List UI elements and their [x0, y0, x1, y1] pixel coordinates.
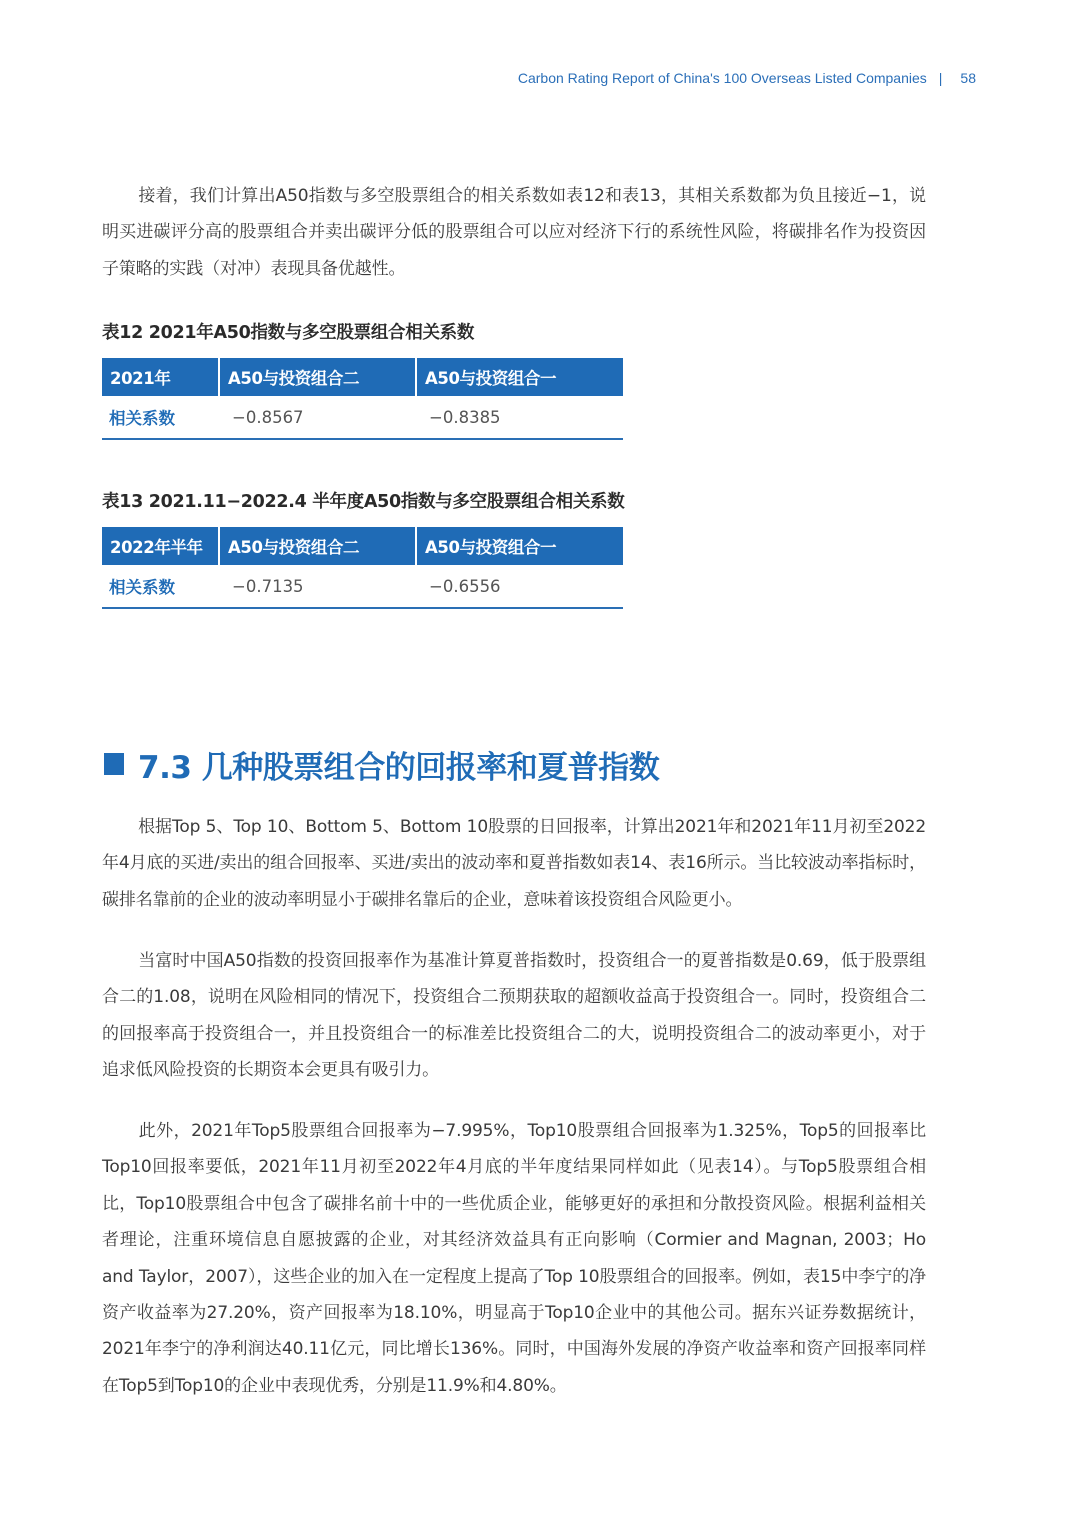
- intro-paragraph: [102, 178, 926, 287]
- table13: [102, 527, 623, 609]
- body-paragraph-text: 根据Top 5、Top 10、Bottom 5、Bottom 10股票的日回报率，计算出2021年和2021年11月初至2022年4月底的买进/卖出的组合回报率、买进/卖出的波动率和夏普指数如表14、表16所示。当比较波动率指标时，碳排名靠前的企业的波动率明显小于碳排名靠后的企业，意味着该投资组合风险更小。: [102, 817, 926, 910]
- page-number: 58: [960, 70, 976, 86]
- section-heading: [104, 742, 659, 786]
- table13-title: 表13 2021.11−2022.4 半年度A50指数与多空股票组合相关系数: [102, 492, 625, 512]
- table12: [102, 358, 623, 440]
- body-paragraph: [102, 809, 926, 918]
- table-header-row: [102, 527, 623, 565]
- table-header-cell: A50与投资组合一: [416, 527, 623, 565]
- row-label: 相关系数: [102, 565, 219, 608]
- section-marker: [104, 753, 124, 775]
- report-title: Carbon Rating Report of China's 100 Overseas Listed Companies: [517, 70, 927, 86]
- table-row: [102, 565, 623, 608]
- page-header: [518, 70, 976, 86]
- table-header-cell: 2021年: [102, 358, 219, 396]
- table-header-row: [102, 358, 623, 396]
- table12-title: 表12 2021年A50指数与多空股票组合相关系数: [102, 323, 475, 343]
- body-paragraph: [102, 1113, 926, 1404]
- table-cell: −0.6556: [416, 565, 623, 608]
- table-cell: −0.8385: [416, 396, 623, 439]
- header-separator: |: [938, 70, 943, 86]
- table-header-cell: A50与投资组合二: [219, 358, 416, 396]
- table-header-cell: A50与投资组合一: [416, 358, 623, 396]
- table-header-cell: A50与投资组合二: [219, 527, 416, 565]
- intro-paragraph-text: 接着，我们计算出A50指数与多空股票组合的相关系数如表12和表13，其相关系数都为负且接近−1，说明买进碳评分高的股票组合并卖出碳评分低的股票组合可以应对经济下行的系统性风险，将碳排名作为投资因子策略的实践（对冲）表现具备优越性。: [102, 186, 926, 279]
- table-cell: −0.8567: [219, 396, 416, 439]
- body-paragraph: [102, 943, 926, 1089]
- section-title: 7.3 几种股票组合的回报率和夏普指数: [138, 749, 660, 786]
- table-cell: −0.7135: [219, 565, 416, 608]
- table-row: [102, 396, 623, 439]
- table-header-cell: 2022年半年: [102, 527, 219, 565]
- body-paragraph-text: 此外，2021年Top5股票组合回报率为−7.995%，Top10股票组合回报率为1.325%，Top5的回报率比Top10回报率要低，2021年11月初至2022年4月底的半年度结果同样如此（见表14）。与Top5股票组合相比，Top10股票组合中包含了碳排名前十中的一些优质企业，能够更好的承担和分散投资风险。根据利益相关者理论，注重环境信息自愿披露的企业，对其经济效益具有正向影响（Cormier and Magnan, 2003；Ho and Taylor，2007），这些企业的加入在一定程度上提高了Top 10股票组合的回报率。例如，表15中李宁的净资产收益率为27.20%，资产回报率为18.10%，明显高于Top10企业中的其他公司。据东兴证券数据统计，2021年李宁的净利润达40.11亿元，同比增长136%。同时，中国海外发展的净资产收益率和资产回报率同样在Top5到Top10的企业中表现优秀，分别是11.9%和4.80%。: [102, 1121, 926, 1396]
- row-label: 相关系数: [102, 396, 219, 439]
- body-paragraph-text: 当富时中国A50指数的投资回报率作为基准计算夏普指数时，投资组合一的夏普指数是0.69，低于股票组合二的1.08，说明在风险相同的情况下，投资组合二预期获取的超额收益高于投资组合一。同时，投资组合二的回报率高于投资组合一，并且投资组合一的标准差比投资组合二的大，说明投资组合二的波动率更小，对于追求低风险投资的长期资本会更具有吸引力。: [102, 951, 926, 1081]
